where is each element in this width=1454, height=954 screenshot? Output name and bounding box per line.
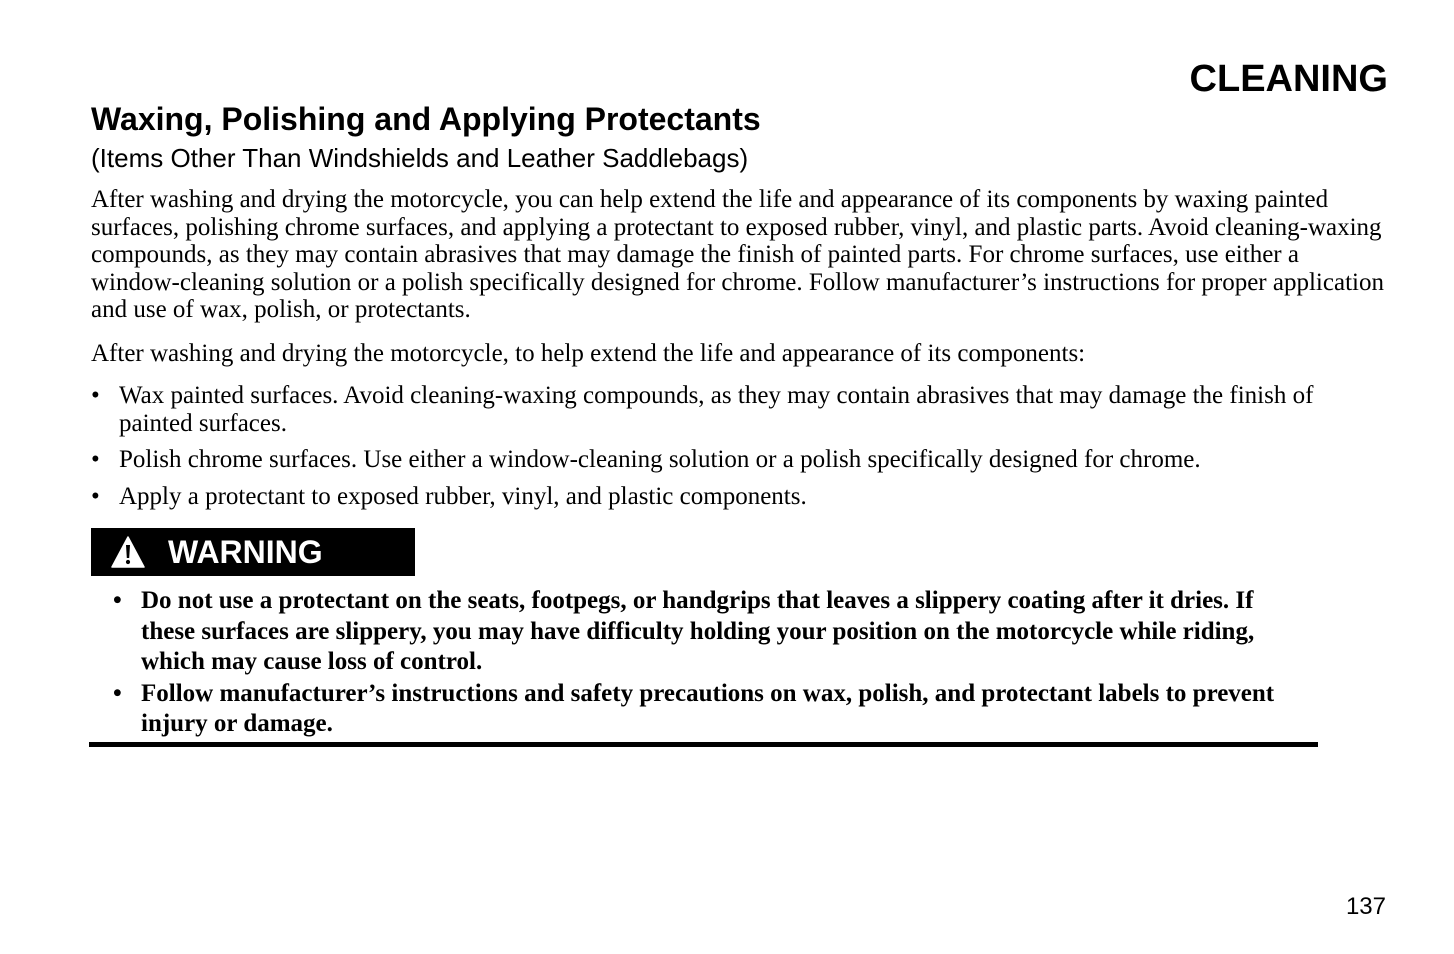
list-item-text: Apply a protectant to exposed rubber, vinyl, and plastic components. bbox=[119, 482, 807, 510]
warning-list bbox=[113, 586, 1313, 741]
lead-in-paragraph: After washing and drying the motorcycle, to help extend the life and appearance of its components: bbox=[91, 340, 1086, 367]
bullet-glyph: • bbox=[113, 587, 122, 614]
warning-triangle-icon bbox=[111, 536, 145, 568]
bullet-glyph: • bbox=[91, 382, 100, 409]
warning-banner bbox=[91, 528, 415, 576]
list-item-text: Polish chrome surfaces. Use either a window-cleaning solution or a polish specifically designed for chrome. bbox=[119, 446, 1201, 473]
list-item-text: Wax painted surfaces. Avoid cleaning-waxing compounds, as they may contain abrasives that may damage the finish of painted surfaces. bbox=[119, 382, 1314, 437]
page-number: 137 bbox=[1345, 893, 1386, 920]
list-item bbox=[91, 446, 1391, 474]
bullet-glyph: • bbox=[91, 446, 100, 473]
warning-item-text: Follow manufacturer’s instructions and safety precautions on wax, polish, and protectant labels to prevent injury or damage. bbox=[141, 679, 1275, 737]
page-title: Waxing, Polishing and Applying Protectants bbox=[91, 101, 761, 137]
section-header: CLEANING bbox=[1189, 58, 1388, 100]
warning-item bbox=[113, 679, 1313, 740]
page-subtitle: (Items Other Than Windshields and Leather Saddlebags) bbox=[91, 143, 749, 173]
warning-end-rule bbox=[89, 742, 1318, 747]
intro-paragraph: After washing and drying the motorcycle, you can help extend the life and appearance of its components by waxing painted surfaces, polishing chrome surfaces, and applying a protectant to exposed rubber, vinyl, and plastic parts. Avoid cleaning-waxing compounds, as they may contain abrasives that may damage the finish of painted parts. For chrome surfaces, use either a window-cleaning solution or a polish specifically designed for chrome. Follow manufacturer’s instructions for proper application and use of wax, polish, or protectants. bbox=[91, 186, 1384, 323]
bullet-glyph: • bbox=[91, 482, 100, 510]
warning-item-text: Do not use a protectant on the seats, footpegs, or handgrips that leaves a slippery coating after it dries. If these surfaces are slippery, you may have difficulty holding your position on the motorcycle while riding, which may cause loss of control. bbox=[141, 587, 1255, 675]
list-item bbox=[91, 382, 1391, 437]
care-steps-list bbox=[91, 382, 1391, 519]
bullet-glyph: • bbox=[113, 679, 122, 707]
warning-item bbox=[113, 586, 1313, 678]
list-item bbox=[91, 483, 1391, 511]
warning-label: WARNING bbox=[168, 534, 323, 570]
